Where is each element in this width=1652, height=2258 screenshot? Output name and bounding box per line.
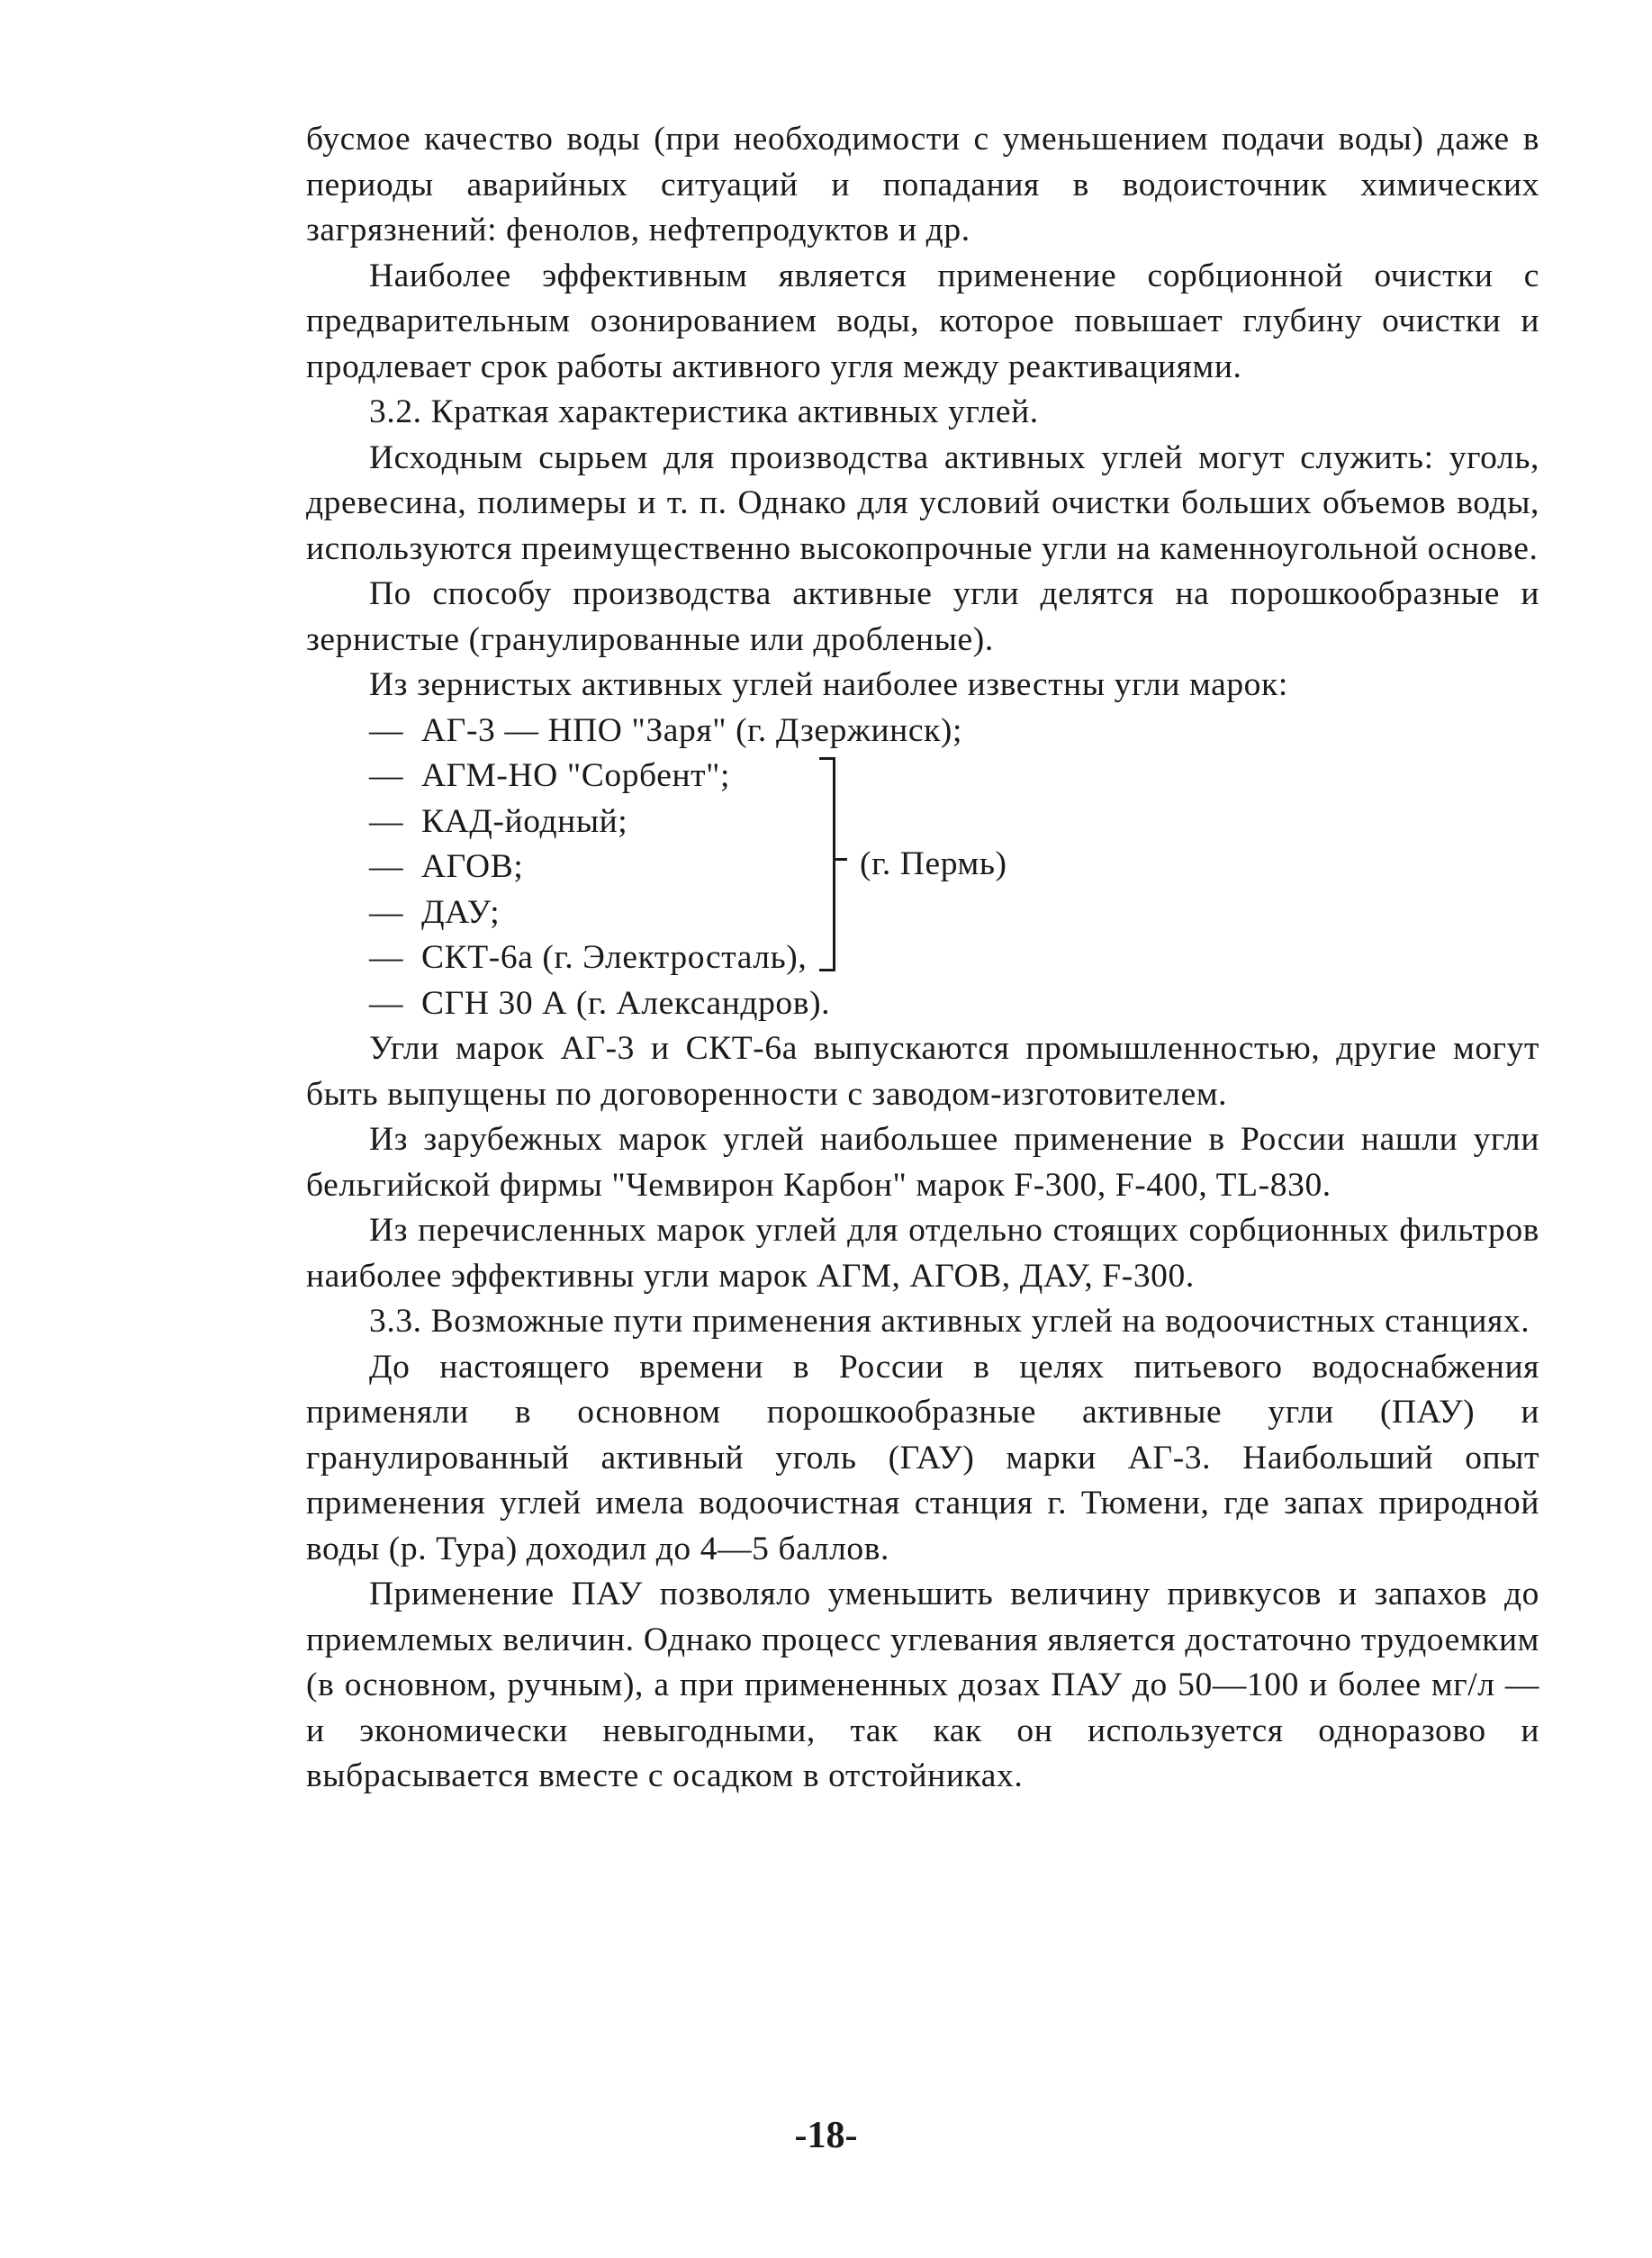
list-dash: — — [369, 802, 404, 840]
page-number: -18- — [794, 2115, 858, 2156]
section-heading: 3.3. Возможные пути применения активных углей на водоочистных станциях. — [369, 1303, 1530, 1340]
paragraph: По способу производства активные угли делятся на порошкообразные и зернистые (гранулированные или дробленые). — [306, 575, 1539, 658]
list-dash: — — [369, 984, 404, 1022]
list-item — [369, 935, 1539, 981]
list-item-text: АГОВ; — [421, 848, 524, 885]
document-page — [306, 117, 1539, 1800]
paragraph: Исходным сырьем для производства активных углей могут служить: уголь, древесина, полимеры и т. п. Однако для условий очистки больших объемов воды, используются преимущественно высокопрочные угли на каменноугольной основе. — [306, 438, 1539, 567]
section-heading: 3.2. Краткая характеристика активных углей. — [369, 393, 1039, 430]
group-city-label: (г. Пермь) — [860, 845, 1007, 882]
paragraph: Наиболее эффективным является применение сорбционной очистки с предварительным озонированием воды, которое повышает глубину очистки и продлевает срок работы активного угля между реактивациями. — [306, 257, 1539, 385]
carbon-brand-list — [306, 709, 1539, 1027]
list-dash: — — [369, 939, 404, 976]
list-item — [369, 799, 1539, 845]
list-dash: — — [369, 757, 404, 794]
paragraph: Из перечисленных марок углей для отдельно стоящих сорбционных фильтров наиболее эффективны угли марок АГМ, АГОВ, ДАУ, F-300. — [306, 1212, 1539, 1295]
list-item — [369, 890, 1539, 936]
list-item-text: КАД-йодный; — [421, 802, 628, 840]
list-item-text: АГ-3 — НПО "Заря" (г. Дзержинск); — [421, 711, 963, 749]
list-item — [369, 709, 1539, 754]
paragraph: До настоящего времени в России в целях питьевого водоснабжения применяли в основном порошкообразные активные угли (ПАУ) и гранулированный активный уголь (ГАУ) марки АГ-3. Наибольший опыт применения углей имела водоочистная станция г. Тюмени, где запах природной воды (р. Тура) доходил до 4—5 баллов. — [306, 1348, 1539, 1567]
list-dash: — — [369, 893, 404, 931]
list-item-text: АГМ-НО "Сорбент"; — [421, 757, 731, 794]
list-item-text: СГН 30 А (г. Александров). — [421, 984, 831, 1022]
paragraph: Из зернистых активных углей наиболее известны угли марок: — [369, 666, 1288, 703]
paragraph: Применение ПАУ позволяло уменьшить величину привкусов и запахов до приемлемых величин. Однако процесс углевания является достаточно трудоемким (в основном, ручным), а при примененных дозах ПАУ до 50—100 и более мг/л — и экономически невыгодными, так как он используется одноразово и выбрасывается вместе с осадком в отстойниках. — [306, 1576, 1539, 1794]
paragraph: Угли марок АГ-3 и СКТ-6а выпускаются промышленностью, другие могут быть выпущены по договоренности с заводом-изготовителем. — [306, 1030, 1539, 1113]
list-item — [369, 754, 1539, 799]
list-item-text: ДАУ; — [421, 893, 501, 931]
list-item — [369, 981, 1539, 1027]
paragraph: бусмое качество воды (при необходимости с уменьшением подачи воды) даже в периоды аварийных ситуаций и попадания в водоисточник химических загрязнений: фенолов, нефтепродуктов и др. — [306, 121, 1539, 248]
curly-brace — [806, 757, 835, 971]
paragraph: Из зарубежных марок углей наибольшее применение в России нашли угли бельгийской фирмы "Чемвирон Карбон" марок F-300, F-400, TL-830. — [306, 1121, 1539, 1204]
list-dash: — — [369, 848, 404, 885]
list-dash: — — [369, 711, 404, 749]
list-item-text: СКТ-6а (г. Электросталь), — [421, 939, 808, 976]
perm-brand-group — [369, 754, 1539, 935]
